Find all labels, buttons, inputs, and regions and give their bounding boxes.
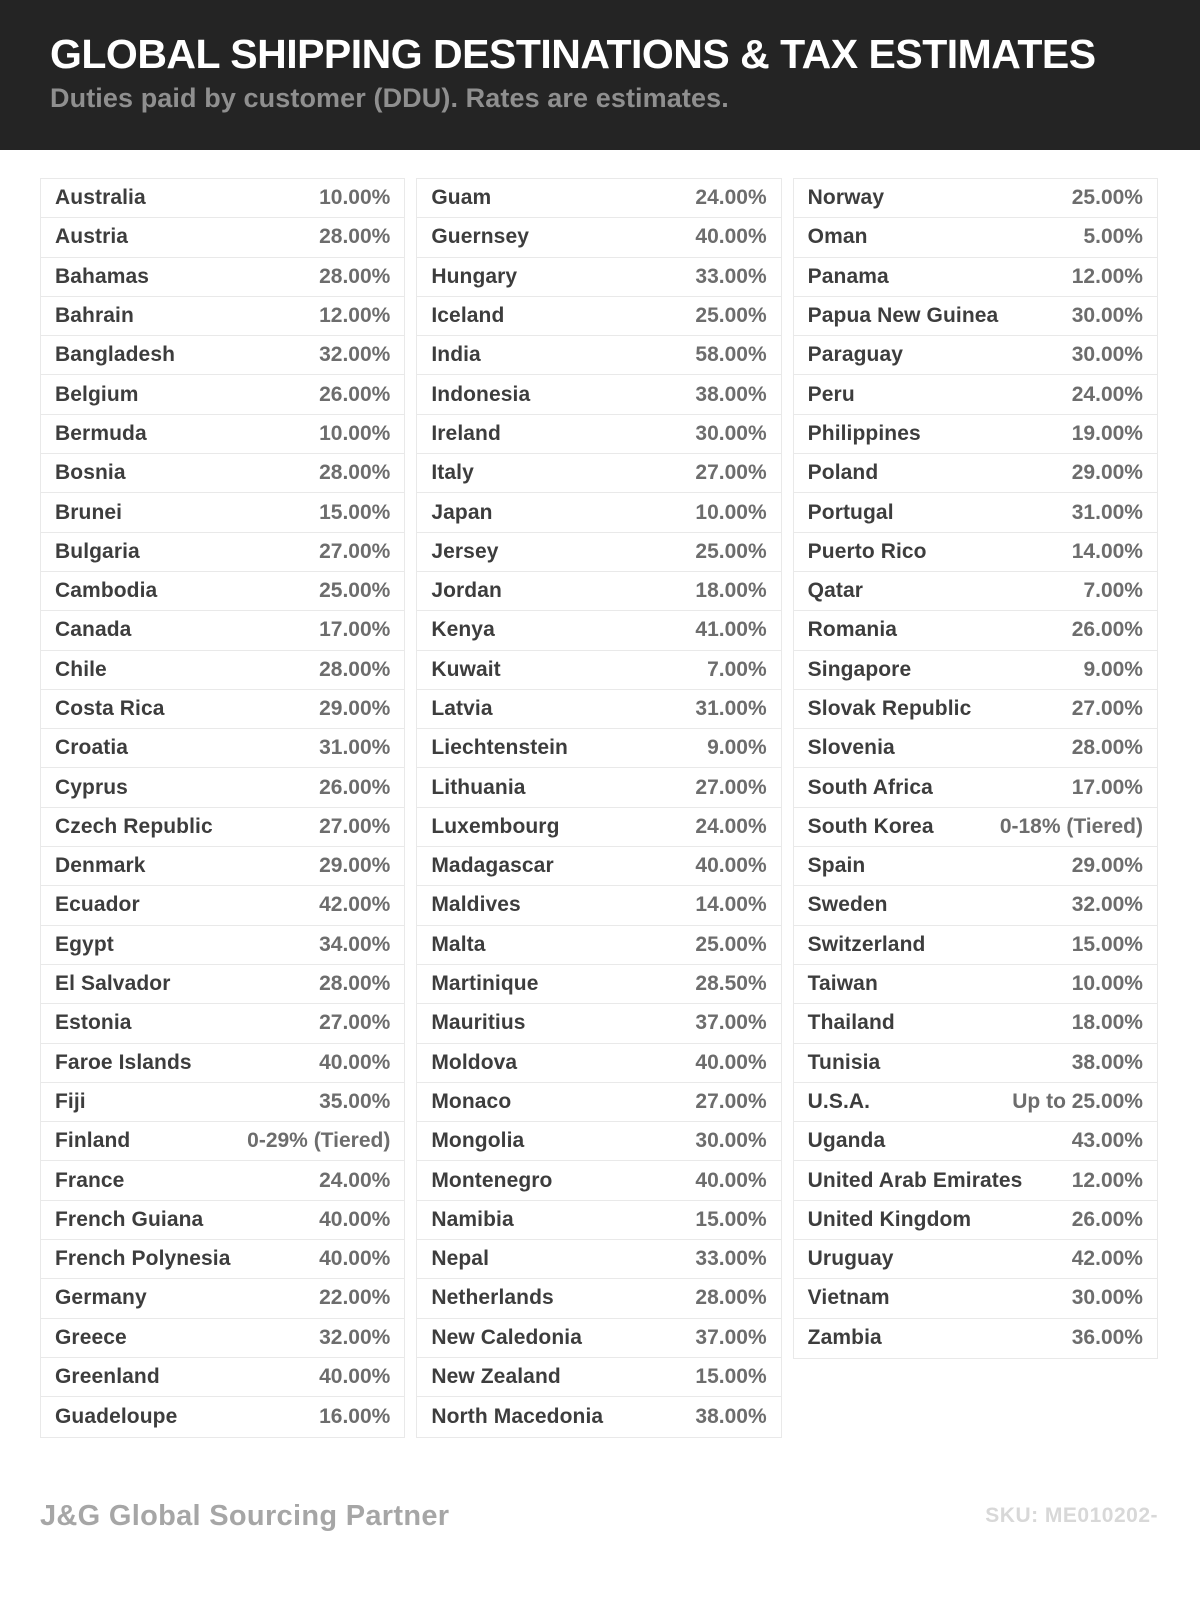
tax-rate-value: 37.00% <box>695 1011 767 1035</box>
table-row <box>41 336 404 375</box>
table-row <box>794 847 1157 886</box>
tax-rate-value: 0-18% (Tiered) <box>999 814 1143 838</box>
country-name: United Arab Emirates <box>807 1168 1023 1192</box>
tax-rate-value: 24.00% <box>695 186 767 210</box>
tax-rate-value: 10.00% <box>695 500 767 524</box>
tax-rate-value: 38.00% <box>695 382 767 406</box>
country-name: Puerto Rico <box>807 539 927 563</box>
tax-rate-value: 34.00% <box>319 932 391 956</box>
tax-rate-value: 24.00% <box>1071 382 1143 406</box>
country-name: U.S.A. <box>807 1089 871 1113</box>
tax-rate-value: 10.00% <box>1071 972 1143 996</box>
page-header <box>0 0 1200 150</box>
tax-rate-value: 16.00% <box>319 1404 391 1428</box>
page-footer <box>0 1500 1200 1533</box>
tax-table-column-2 <box>416 178 781 1438</box>
table-row <box>794 729 1157 768</box>
country-name: Brunei <box>55 500 123 524</box>
country-name: Bangladesh <box>55 343 176 367</box>
tax-rate-value: 30.00% <box>1071 1286 1143 1310</box>
country-name: Belgium <box>55 382 139 406</box>
table-row <box>41 375 404 414</box>
country-name: Ireland <box>431 421 501 445</box>
tax-rate-value: 17.00% <box>319 618 391 642</box>
tax-rate-value: 26.00% <box>1071 618 1143 642</box>
table-row <box>41 572 404 611</box>
table-row <box>417 336 780 375</box>
tax-rate-value: 36.00% <box>1071 1326 1143 1350</box>
table-row <box>794 651 1157 690</box>
table-row <box>794 258 1157 297</box>
country-name: Guernsey <box>431 225 530 249</box>
tax-rate-value: 58.00% <box>695 343 767 367</box>
country-name: Uruguay <box>807 1247 894 1271</box>
tax-rate-value: 40.00% <box>319 1365 391 1389</box>
table-row <box>794 926 1157 965</box>
country-name: India <box>431 343 481 367</box>
country-name: Czech Republic <box>55 814 213 838</box>
table-row <box>417 886 780 925</box>
table-row <box>41 1358 404 1397</box>
table-row <box>794 533 1157 572</box>
tax-rate-value: 28.00% <box>319 225 391 249</box>
country-name: Romania <box>807 618 898 642</box>
country-name: Kenya <box>431 618 495 642</box>
page-title: GLOBAL SHIPPING DESTINATIONS & TAX ESTIMATES <box>50 31 1096 77</box>
country-name: Slovak Republic <box>807 697 972 720</box>
table-row <box>41 847 404 886</box>
country-name: Canada <box>55 618 132 642</box>
table-row <box>794 415 1157 454</box>
country-name: Monaco <box>431 1089 512 1113</box>
country-name: Greenland <box>55 1365 160 1389</box>
table-row <box>417 611 780 650</box>
table-row <box>41 179 404 218</box>
tax-rate-value: 10.00% <box>319 421 391 445</box>
country-name: Fiji <box>55 1089 86 1113</box>
tax-rate-value: 29.00% <box>319 697 391 720</box>
tax-rate-value: 15.00% <box>695 1365 767 1389</box>
country-name: Moldova <box>431 1050 518 1074</box>
table-row <box>417 926 780 965</box>
table-row <box>417 1004 780 1043</box>
tax-rate-table <box>0 150 1200 1438</box>
table-row <box>417 297 780 336</box>
country-name: Bulgaria <box>55 539 140 563</box>
table-row <box>41 1201 404 1240</box>
table-row <box>417 1279 780 1318</box>
country-name: Italy <box>431 461 474 485</box>
tax-rate-value: 27.00% <box>319 814 391 838</box>
country-name: Taiwan <box>807 972 878 996</box>
table-row <box>794 1083 1157 1122</box>
tax-rate-value: 12.00% <box>319 304 391 328</box>
table-row <box>794 1201 1157 1240</box>
tax-rate-value: 31.00% <box>1071 500 1143 524</box>
tax-rate-value: 28.50% <box>695 972 767 996</box>
table-row <box>417 218 780 257</box>
table-row <box>41 808 404 847</box>
country-name: Mauritius <box>431 1011 526 1035</box>
country-name: Namibia <box>431 1207 514 1231</box>
tax-rate-value: 7.00% <box>707 657 767 681</box>
country-name: Panama <box>807 264 889 288</box>
tax-rate-value: 29.00% <box>1071 461 1143 485</box>
tax-rate-value: 30.00% <box>1071 304 1143 328</box>
country-name: Philippines <box>807 421 921 445</box>
country-name: Faroe Islands <box>55 1050 192 1074</box>
country-name: Australia <box>55 186 146 210</box>
country-name: Sweden <box>807 893 888 917</box>
table-row <box>417 1083 780 1122</box>
country-name: Qatar <box>807 579 864 603</box>
table-row <box>417 1122 780 1161</box>
country-name: Bahrain <box>55 304 134 328</box>
table-row <box>417 1240 780 1279</box>
tax-rate-value: 40.00% <box>695 1050 767 1074</box>
table-row <box>41 493 404 532</box>
tax-rate-value: 14.00% <box>1071 539 1143 563</box>
country-name: Jordan <box>431 579 502 603</box>
table-row <box>794 768 1157 807</box>
country-name: Nepal <box>431 1247 490 1271</box>
table-row <box>794 1122 1157 1161</box>
table-row <box>794 611 1157 650</box>
table-row <box>417 179 780 218</box>
table-row <box>794 1240 1157 1279</box>
table-row <box>41 533 404 572</box>
table-row <box>417 965 780 1004</box>
tax-rate-value: 28.00% <box>319 461 391 485</box>
tax-rate-value: 40.00% <box>319 1050 391 1074</box>
tax-rate-value: 10.00% <box>319 186 391 210</box>
country-name: Maldives <box>431 893 521 917</box>
table-row <box>417 1161 780 1200</box>
tax-rate-value: 40.00% <box>319 1247 391 1271</box>
tax-rate-value: 28.00% <box>319 972 391 996</box>
tax-rate-value: 25.00% <box>1071 186 1143 210</box>
country-name: Slovenia <box>807 736 895 760</box>
table-row <box>417 533 780 572</box>
tax-table-column-3 <box>793 178 1158 1359</box>
tax-rate-value: 27.00% <box>695 775 767 799</box>
table-row <box>41 1279 404 1318</box>
country-name: Cyprus <box>55 775 128 799</box>
tax-rate-value: 19.00% <box>1071 421 1143 445</box>
table-row <box>41 729 404 768</box>
table-row <box>41 1319 404 1358</box>
tax-rate-value: 32.00% <box>1071 893 1143 917</box>
table-row <box>794 1319 1157 1358</box>
table-row <box>41 768 404 807</box>
table-row <box>41 218 404 257</box>
country-name: Chile <box>55 657 107 681</box>
tax-rate-value: 32.00% <box>319 343 391 367</box>
country-name: Jersey <box>431 539 499 563</box>
tax-rate-value: 33.00% <box>695 1247 767 1271</box>
country-name: Uganda <box>807 1129 886 1153</box>
table-row <box>794 690 1157 729</box>
tax-rate-value: 22.00% <box>319 1286 391 1310</box>
country-name: Papua New Guinea <box>807 304 999 328</box>
brand-name: J&G Global Sourcing Partner <box>40 1499 450 1532</box>
country-name: Guadeloupe <box>55 1404 178 1428</box>
table-row <box>794 1004 1157 1043</box>
tax-rate-value: 25.00% <box>695 539 767 563</box>
country-name: Bosnia <box>55 461 126 485</box>
table-row <box>417 375 780 414</box>
country-name: Ecuador <box>55 893 140 917</box>
tax-rate-value: 30.00% <box>1071 343 1143 367</box>
country-name: Mongolia <box>431 1129 525 1153</box>
table-row <box>41 258 404 297</box>
tax-rate-value: 30.00% <box>695 421 767 445</box>
tax-rate-value: 15.00% <box>1071 932 1143 956</box>
tax-rate-value: 29.00% <box>1071 854 1143 878</box>
table-row <box>417 768 780 807</box>
tax-rate-value: 27.00% <box>695 461 767 485</box>
tax-rate-value: 7.00% <box>1083 579 1143 603</box>
table-row <box>41 1083 404 1122</box>
table-row <box>417 808 780 847</box>
table-row <box>417 1319 780 1358</box>
country-name: Montenegro <box>431 1168 553 1192</box>
country-name: Singapore <box>807 657 912 681</box>
country-name: El Salvador <box>55 972 171 996</box>
country-name: Peru <box>807 382 855 406</box>
table-row <box>41 690 404 729</box>
table-row <box>41 1004 404 1043</box>
country-name: Netherlands <box>431 1286 554 1310</box>
table-row <box>417 454 780 493</box>
tax-rate-value: 25.00% <box>319 579 391 603</box>
table-row <box>417 651 780 690</box>
tax-rate-value: 28.00% <box>695 1286 767 1310</box>
table-row <box>417 415 780 454</box>
table-row <box>417 1201 780 1240</box>
table-row <box>794 375 1157 414</box>
country-name: Tunisia <box>807 1050 881 1074</box>
table-row <box>794 572 1157 611</box>
table-row <box>417 847 780 886</box>
tax-table-column-1 <box>40 178 405 1438</box>
tax-rate-value: 15.00% <box>695 1207 767 1231</box>
tax-rate-value: 12.00% <box>1071 264 1143 288</box>
tax-rate-value: 27.00% <box>695 1089 767 1113</box>
country-name: Austria <box>55 225 129 249</box>
country-name: Poland <box>807 461 879 485</box>
country-name: France <box>55 1168 125 1192</box>
country-name: Martinique <box>431 972 539 996</box>
tax-rate-value: 25.00% <box>695 932 767 956</box>
tax-rate-value: 32.00% <box>319 1325 391 1349</box>
tax-rate-value: 31.00% <box>319 736 391 760</box>
country-name: Liechtenstein <box>431 736 568 760</box>
country-name: Bermuda <box>55 421 147 445</box>
table-row <box>794 297 1157 336</box>
tax-rate-value: 26.00% <box>319 775 391 799</box>
tax-rate-value: 25.00% <box>695 304 767 328</box>
tax-rate-value: 28.00% <box>319 264 391 288</box>
table-row <box>41 611 404 650</box>
country-name: Croatia <box>55 736 129 760</box>
table-row <box>41 1397 404 1436</box>
country-name: New Caledonia <box>431 1325 582 1349</box>
tax-rate-value: 33.00% <box>695 264 767 288</box>
tax-rate-value: 28.00% <box>319 657 391 681</box>
country-name: Germany <box>55 1286 147 1310</box>
table-row <box>41 1044 404 1083</box>
country-name: North Macedonia <box>431 1404 604 1428</box>
tax-rate-value: 14.00% <box>695 893 767 917</box>
country-name: Vietnam <box>807 1286 890 1310</box>
country-name: Egypt <box>55 932 114 956</box>
tax-rate-value: 9.00% <box>707 736 767 760</box>
sku-label: SKU: ME010202- <box>985 1504 1158 1527</box>
table-row <box>794 1044 1157 1083</box>
table-row <box>794 808 1157 847</box>
country-name: Paraguay <box>807 343 904 367</box>
table-row <box>417 729 780 768</box>
table-row <box>417 690 780 729</box>
tax-rate-value: 35.00% <box>319 1089 391 1113</box>
tax-rate-value: 27.00% <box>319 539 391 563</box>
tax-rate-value: 27.00% <box>319 1011 391 1035</box>
tax-rate-value: 42.00% <box>319 893 391 917</box>
table-row <box>41 415 404 454</box>
country-name: Zambia <box>807 1326 882 1350</box>
table-row <box>794 1161 1157 1200</box>
table-row <box>794 454 1157 493</box>
country-name: Spain <box>807 854 866 878</box>
table-row <box>41 651 404 690</box>
tax-rate-value: 40.00% <box>695 225 767 249</box>
tax-rate-value: 41.00% <box>695 618 767 642</box>
tax-rate-value: 24.00% <box>695 814 767 838</box>
country-name: South Africa <box>807 775 933 799</box>
table-row <box>417 1044 780 1083</box>
country-name: Madagascar <box>431 854 554 878</box>
tax-rate-value: 5.00% <box>1083 225 1143 249</box>
country-name: Malta <box>431 932 486 956</box>
table-row <box>794 886 1157 925</box>
tax-rate-value: 17.00% <box>1071 775 1143 799</box>
tax-rate-value: 40.00% <box>695 1168 767 1192</box>
country-name: Thailand <box>807 1011 895 1035</box>
tax-rate-value: 24.00% <box>319 1168 391 1192</box>
tax-rate-value: 40.00% <box>319 1207 391 1231</box>
tax-rate-value: 30.00% <box>695 1129 767 1153</box>
tax-rate-value: Up to 25.00% <box>1012 1089 1143 1113</box>
country-name: Lithuania <box>431 775 526 799</box>
tax-rate-value: 40.00% <box>695 854 767 878</box>
tax-rate-value: 29.00% <box>319 854 391 878</box>
table-row <box>794 1279 1157 1318</box>
country-name: Bahamas <box>55 264 150 288</box>
country-name: Indonesia <box>431 382 531 406</box>
table-row <box>417 258 780 297</box>
tax-rate-value: 37.00% <box>695 1325 767 1349</box>
table-row <box>794 218 1157 257</box>
tax-rate-value: 18.00% <box>695 579 767 603</box>
country-name: Norway <box>807 186 885 210</box>
table-row <box>417 493 780 532</box>
table-row <box>41 886 404 925</box>
table-row <box>794 179 1157 218</box>
country-name: Denmark <box>55 854 146 878</box>
tax-rate-value: 0-29% (Tiered) <box>247 1129 391 1153</box>
country-name: French Polynesia <box>55 1247 231 1271</box>
country-name: South Korea <box>807 814 934 838</box>
table-row <box>41 1122 404 1161</box>
tax-rate-value: 12.00% <box>1071 1168 1143 1192</box>
country-name: Finland <box>55 1129 131 1153</box>
tax-rate-value: 26.00% <box>1071 1207 1143 1231</box>
table-row <box>417 1397 780 1436</box>
table-row <box>41 926 404 965</box>
country-name: Greece <box>55 1325 127 1349</box>
tax-rate-value: 38.00% <box>695 1404 767 1428</box>
table-row <box>41 454 404 493</box>
country-name: Cambodia <box>55 579 158 603</box>
country-name: New Zealand <box>431 1365 561 1389</box>
tax-rate-value: 42.00% <box>1071 1247 1143 1271</box>
table-row <box>417 572 780 611</box>
country-name: Portugal <box>807 500 894 524</box>
tax-rate-value: 28.00% <box>1071 736 1143 760</box>
tax-rate-value: 15.00% <box>319 500 391 524</box>
country-name: French Guiana <box>55 1207 204 1231</box>
country-name: Estonia <box>55 1011 132 1035</box>
tax-rate-value: 18.00% <box>1071 1011 1143 1035</box>
tax-rate-value: 9.00% <box>1083 657 1143 681</box>
country-name: Latvia <box>431 697 493 720</box>
tax-rate-value: 43.00% <box>1071 1129 1143 1153</box>
table-row <box>41 965 404 1004</box>
country-name: Costa Rica <box>55 697 165 720</box>
tax-rate-value: 27.00% <box>1071 697 1143 720</box>
table-row <box>794 965 1157 1004</box>
country-name: Luxembourg <box>431 814 560 838</box>
country-name: Kuwait <box>431 657 501 681</box>
table-row <box>794 493 1157 532</box>
country-name: Hungary <box>431 264 518 288</box>
country-name: Guam <box>431 186 492 210</box>
table-row <box>41 1161 404 1200</box>
table-row <box>794 336 1157 375</box>
page-subtitle: Duties paid by customer (DDU). Rates are estimates. <box>50 83 729 114</box>
country-name: United Kingdom <box>807 1207 972 1231</box>
tax-rate-value: 26.00% <box>319 382 391 406</box>
table-row <box>41 1240 404 1279</box>
country-name: Switzerland <box>807 932 926 956</box>
country-name: Japan <box>431 500 493 524</box>
country-name: Iceland <box>431 304 505 328</box>
table-row <box>41 297 404 336</box>
tax-rate-value: 31.00% <box>695 697 767 720</box>
tax-rate-value: 38.00% <box>1071 1050 1143 1074</box>
table-row <box>417 1358 780 1397</box>
country-name: Oman <box>807 225 868 249</box>
